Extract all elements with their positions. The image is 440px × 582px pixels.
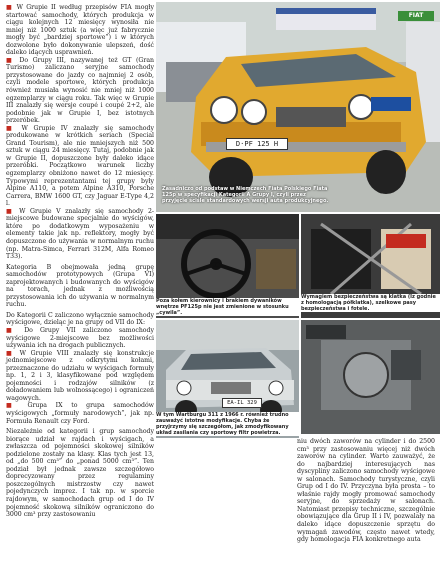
para-group-iv: ■ W Grupie IV znalazły się samochody produkowane w krótkich seriach (Special Grand Tourism), ale nie mniejszych niż 500 sztuk w ciągu 24 miesięcy. Tutaj, podobnie jak w Grupie II, dopuszczone były daleko idące przeróbki. Początkowo warunek liczby egzemplarzy obniżono nawet do 12 miesięcy. Typowymi reprezentantami tej grupy były Alpine A110, a potem Alpine A310, Porsche Carrera, BMW 1600 GT, czy Jaguar E-Type 4,2 l. — [6, 124, 154, 208]
photo-fiat-125p — [156, 2, 440, 212]
para-continuation: niu dwóch zaworów na cylinder i do 2500 cm³ przy zastosowaniu więcej niż dwóch zaworów na cylinder. Warto zauważyć, że do najbardziej interesujących nas dyscypliny zaliczono samochody wyścigowe w salonach. Samochody turystyczne, czyli Grup od I do IV. Przyczyna była prosta – to właśnie rajdy mogły promować samochody seryjne, do sprzedaży w salonach. Natomiast przepisy techniczne, szczególnie obowiązujące dla Grup II i IV, pozwalały na daleko idące dopuszczenie sprzętu do wymagań zawodów, często nawet wtedy, gdy homologacja FIA konkretnego auta — [297, 438, 435, 544]
para-group-v: ■ W Grupie V znalazły się samochody 2-miejscowe budowane specjalnie do wyścigów, które po dodatkowym wyposażeniu w elementy takie jak np. reflektory, mogły być dopuszczone do używania w normalnym ruchu (np. Matra-Simca, Ferrari 312M, Alfa Romeo T33). — [6, 207, 154, 261]
para-classes: Niezależnie od kategorii i grup samochody biorące udział w rajdach i wyścigach, a zwłaszcza od pojemności skokowej silników podzielone zostały na klasy. Klas tych jest 13, od „do 500 cm³” do „ponad 5000 cm³”. Ten podział był jednak zawsze szczegółowo doprecyzowany przez regulaminy poszczególnych mistrzostw czy nawet pojedynczych imprez. I tak np. w sporcie rajdowym, w samochodach grup od I do IV pojemność skokową silników ograniczono do 3000 cm³ przy zastosowaniu — [6, 428, 154, 519]
license-plate: D·PF 125 H — [226, 138, 288, 150]
para-category-b: Kategoria B obejmowała jedną grupę samochodów prototypowych (Grupa VI) zaprojektowanych i budowanych do wyścigów na torach, jednak z możliwością przystosowania ich do używania w normalnym ruchu. — [6, 263, 154, 309]
para-group-viii: ■ W Grupie VIII znalazły się konstrukcje jednomiejscowe z odkrytymi kołami, przeznaczone do udziału w wyścigach formuły np. 1, 2 i 3, klasyfikowane pod względem pojemności i rodzajów silników (z doładowaniem lub wolnossącego) i ograniczeń wagowych. — [6, 349, 154, 402]
left-column — [6, 4, 154, 519]
caption-roll-cage: Wymagiem bezpieczeństwa są klatka (Iz godnie z homologacją półklatka), szelkowe pasy bezpieczeństwa i fotele. — [301, 294, 440, 312]
para-group-vii: ■ Do Grupy VII zaliczono samochody wyścigowe 2-miejscowe bez możliwości używania ich na drogach publicznych. — [6, 326, 154, 350]
para-group-ii: ■ W Grupie II według przepisów FIA mogły startować samochody, których produkcja w ciągu kolejnych 12 miesięcy wynosiła nie mniej niż 1000 sztuk (a więc już fabrycznie mogły być „bardziej sportowe”) i w których dozwolone było dokonywanie ulepszeń, dość daleko idących usprawnień. — [6, 4, 154, 57]
photo-engine — [301, 320, 440, 434]
caption-fiat: Zasadniczo od podstaw w Niemczech Fiata Polskiego Fiata 125p w specyfikacji Kategorii A Grupy I, czyli przez przyjęcie ściśle standardowych wersji auta produkcyjnego. — [162, 186, 329, 204]
caption-wartburg: W tym Wartburgu 311 z 1966 r. również trudno zauważyć istotne modyfikacje. Chyba że przyjrzymy się szczegółom, jak zmodyfikowany układ zasilania czy sportowy filtr powietrza. — [156, 412, 299, 436]
para-group-iii: ■ Do Grupy III, nazywanej też GT (Gran Turismo) zaliczano seryjne samochody przystosowane do jazdy co najmniej 2 osób, czyli modele sportowe, których produkcja również musiała wynosić nie mniej niż 1000 egzemplarzy w ciągu roku. Tak więc w Grupie III znalazły się wersje coupé i coupé 2+2, ale podobnie jak w Grupie I, bez istotnych przeróbek. — [6, 56, 154, 125]
fiat-badge: FIAT — [398, 11, 434, 21]
photo-roll-cage — [301, 214, 440, 318]
para-category-c: Do Kategorii C zaliczono wyłącznie samochody wyścigowe, dzieląc je na grupy od VII do IX: — [6, 311, 154, 327]
license-plate-wartburg: EA-IL 329 — [222, 398, 262, 408]
right-column — [297, 438, 435, 544]
photo-interior — [156, 214, 299, 318]
fiat-car-illustration — [156, 2, 440, 212]
para-group-ix: ■ Grupa IX to grupa samochodów wyścigowych „formuły narodowych”, jak np. Formuła Renault czy Ford. — [6, 402, 154, 425]
photo-wartburg — [156, 320, 299, 438]
engine-illustration — [301, 320, 440, 434]
caption-interior: Poza kołem kierownicy i brakiem dywaników wnętrze PF125p nie jest zmienione w stosunku „cywila”. — [156, 298, 299, 316]
